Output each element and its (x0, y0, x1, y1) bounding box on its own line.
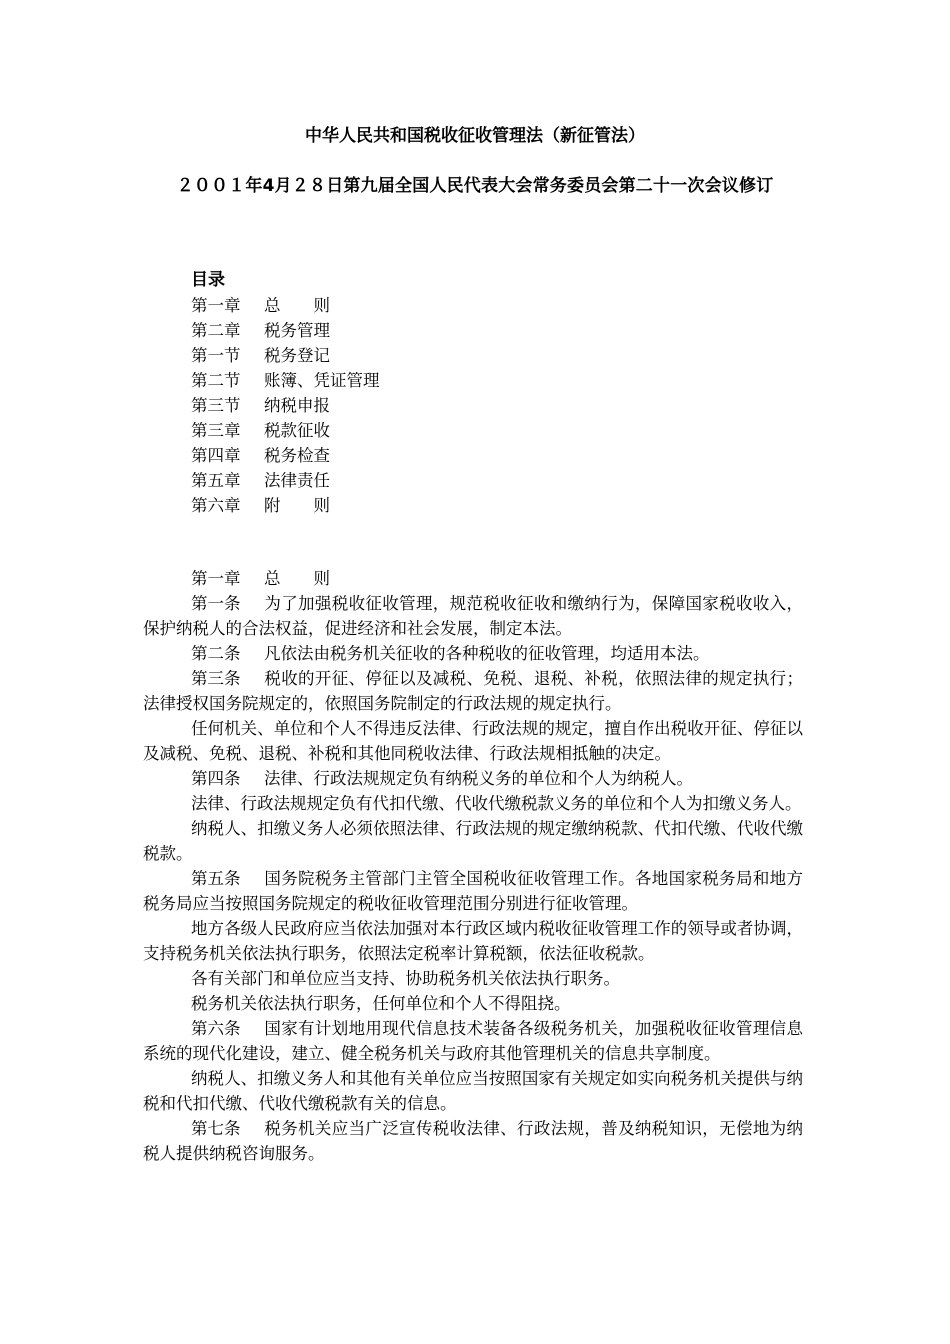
chapter-title: 总 则 (264, 569, 330, 588)
toc-item-number: 第三节 (191, 396, 241, 415)
article-number: 第七条 (191, 1119, 241, 1138)
chapter-body (143, 566, 803, 1166)
paragraph-text: 纳税人、扣缴义务人必须依照法律、行政法规的规定缴纳税款、代扣代缴、代收代缴税款。 (143, 819, 803, 863)
article-number: 第五条 (191, 869, 241, 888)
toc-item-number: 第四章 (191, 446, 241, 465)
article-paragraph (143, 1016, 803, 1066)
article-number: 第二条 (191, 644, 241, 663)
toc-item-label: 附 则 (264, 496, 330, 515)
toc-item-number: 第二章 (191, 321, 241, 340)
toc-item (191, 318, 691, 343)
article-text: 国家有计划地用现代信息技术装备各级税务机关，加强税收征收管理信息系统的现代化建设，建立、健全税务机关与政府其他管理机关的信息共享制度。 (143, 1019, 803, 1063)
toc-item-label: 法律责任 (264, 471, 330, 490)
article-text: 为了加强税收征收管理，规范税收征收和缴纳行为，保障国家税收收入，保护纳税人的合法权益，促进经济和社会发展，制定本法。 (143, 594, 803, 638)
toc-item (191, 468, 691, 493)
toc-item-label: 税务管理 (264, 321, 330, 340)
chapter-number: 第一章 (191, 569, 241, 588)
article-number: 第四条 (191, 769, 241, 788)
toc-item-number: 第二节 (191, 371, 241, 390)
article-paragraph (143, 641, 803, 666)
paragraph (143, 716, 803, 766)
toc-item-number: 第五章 (191, 471, 241, 490)
article-number: 第六条 (191, 1019, 241, 1038)
paragraph (143, 791, 803, 816)
article-text: 凡依法由税务机关征收的各种税收的征收管理，均适用本法。 (264, 644, 710, 663)
paragraph (143, 816, 803, 866)
paragraph-text: 纳税人、扣缴义务人和其他有关单位应当按照国家有关规定如实向税务机关提供与纳税和代扣代缴、代收代缴税款有关的信息。 (143, 1069, 803, 1113)
article-number: 第一条 (191, 594, 241, 613)
paragraph (143, 916, 803, 966)
article-text: 国务院税务主管部门主管全国税收征收管理工作。各地国家税务局和地方税务局应当按照国务院规定的税收征收管理范围分别进行征收管理。 (143, 869, 803, 913)
toc-item (191, 443, 691, 468)
toc-item-label: 税款征收 (264, 421, 330, 440)
paragraph (143, 991, 803, 1016)
toc-item-number: 第六章 (191, 496, 241, 515)
toc-item (191, 493, 691, 518)
toc-item (191, 368, 691, 393)
paragraph-text: 各有关部门和单位应当支持、协助税务机关依法执行职务。 (191, 969, 620, 988)
toc-item-label: 税务检查 (264, 446, 330, 465)
toc-item-label: 纳税申报 (264, 396, 330, 415)
toc-item (191, 293, 691, 318)
article-text: 税务机关应当广泛宣传税收法律、行政法规，普及纳税知识，无偿地为纳税人提供纳税咨询服务。 (143, 1119, 803, 1163)
document-subtitle: ２００１年4月２８日第九届全国人民代表大会常务委员会第二十一次会议修订 (176, 176, 774, 196)
toc-item (191, 418, 691, 443)
article-paragraph (143, 766, 803, 791)
article-paragraph (143, 866, 803, 916)
document-title: 中华人民共和国税收征收管理法（新征管法） (305, 126, 645, 146)
article-text: 税收的开征、停征以及减税、免税、退税、补税，依照法律的规定执行；法律授权国务院规定的，依照国务院制定的行政法规的规定执行。 (143, 669, 803, 713)
article-text: 法律、行政法规规定负有纳税义务的单位和个人为纳税人。 (264, 769, 693, 788)
toc-item (191, 393, 691, 418)
table-of-contents (191, 268, 691, 518)
toc-item-label: 总 则 (264, 296, 330, 315)
article-paragraph (143, 666, 803, 716)
toc-item-number: 第三章 (191, 421, 241, 440)
toc-heading: 目录 (191, 270, 225, 290)
article-number: 第三条 (191, 669, 241, 688)
paragraph-text: 税务机关依法执行职务，任何单位和个人不得阻挠。 (191, 994, 571, 1013)
article-paragraph (143, 1116, 803, 1166)
paragraph-text: 任何机关、单位和个人不得违反法律、行政法规的规定，擅自作出税收开征、停征以及减税、免税、退税、补税和其他同税收法律、行政法规相抵触的决定。 (143, 719, 803, 763)
paragraph (143, 966, 803, 991)
article-paragraph (143, 591, 803, 641)
toc-item-number: 第一章 (191, 296, 241, 315)
paragraph (143, 1066, 803, 1116)
paragraph-text: 法律、行政法规规定负有代扣代缴、代收代缴税款义务的单位和个人为扣缴义务人。 (191, 794, 802, 813)
toc-item-number: 第一节 (191, 346, 241, 365)
chapter-heading (143, 566, 803, 591)
paragraph-text: 地方各级人民政府应当依法加强对本行政区域内税收征收管理工作的领导或者协调，支持税务机关依法执行职务，依照法定税率计算税额，依法征收税款。 (143, 919, 803, 963)
toc-item-label: 税务登记 (264, 346, 330, 365)
toc-item (191, 343, 691, 368)
toc-item-label: 账簿、凭证管理 (264, 371, 380, 390)
